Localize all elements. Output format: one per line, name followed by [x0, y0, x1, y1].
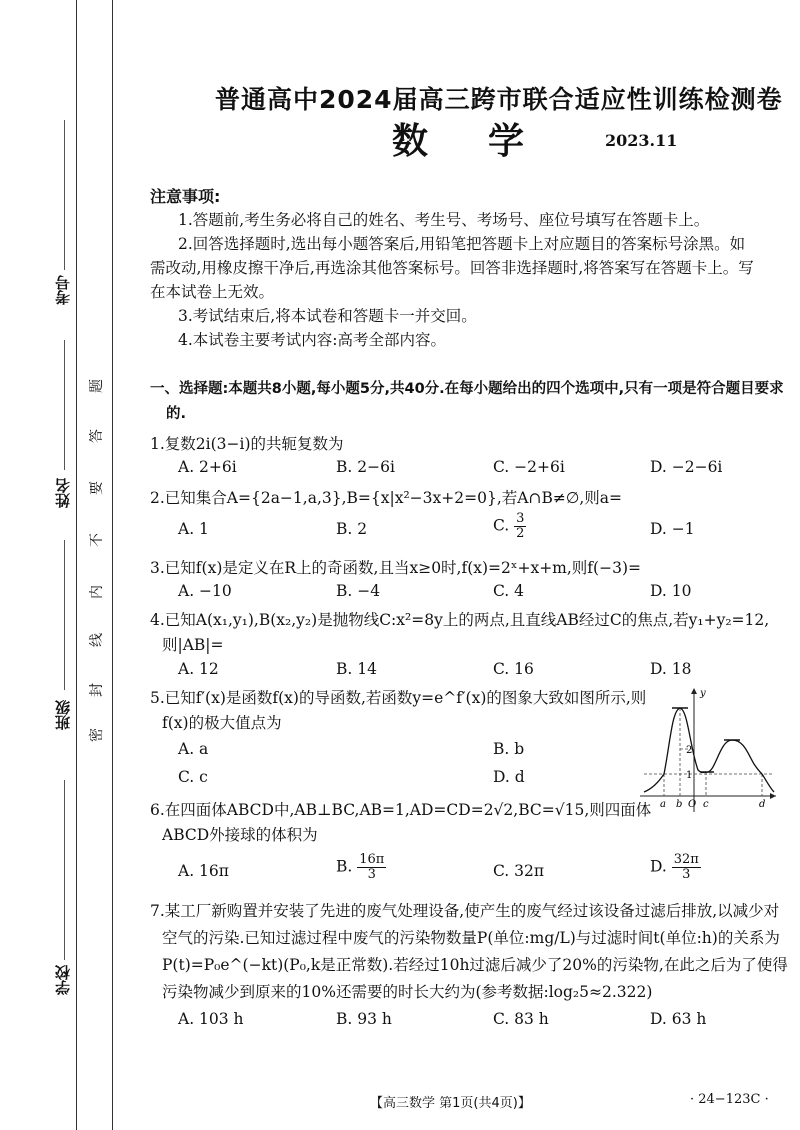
- question-2-stem: 2.已知集合A={2a−1,a,3},B={x|x²−3x+2=0},若A∩B≠∅,则a=: [150, 489, 622, 507]
- q7-option-d: D. 63 h: [650, 1010, 707, 1028]
- question-6-stem: 6.在四面体ABCD中,AB⊥BC,AB=1,AD=CD=2√2,BC=√15,则四面体ABCD外接球的体积为: [150, 801, 652, 844]
- school-blank: [64, 780, 65, 960]
- q4-option-c: C. 16: [493, 660, 534, 678]
- q7-option-b: B. 93 h: [336, 1010, 392, 1028]
- notice-item-3: 3.考试结束后,将本试卷和答题卡一并交回。: [178, 307, 477, 325]
- question-7-stem: 7.某工厂新购置并安装了先进的废气处理设备,使产生的废气经过该设备过滤后排放,以减少对空气的污染.已知过滤过程中废气的污染物数量P(单位:mg/L)与过滤时间t(单位:h)的关系为P(t)=P₀e^(−kt)(P₀,k是正常数).若经过10h过滤后减少了20%的污染物,在此之后为了使得污染物减少到原来的10%还需要的时长大约为(参考数据:log₂5≈2.322): [150, 902, 788, 1001]
- fraction-numerator: 16π: [359, 852, 385, 867]
- q2-option-c: [493, 512, 526, 541]
- seal-char: 内: [89, 585, 105, 599]
- q2-option-a: A. 1: [178, 520, 209, 538]
- name-label: 姓名: [54, 478, 72, 508]
- section-heading: 一、选择题:本题共8小题,每小题5分,共40分.在每小题给出的四个选项中,只有一项是符合题目要求的.: [150, 381, 784, 422]
- fraction-denominator: 3: [367, 867, 376, 882]
- graph-x-label-a: a: [660, 799, 666, 810]
- fraction-denominator: 2: [516, 526, 525, 541]
- graph-curve: [644, 708, 774, 792]
- graph-y-arrow: [691, 688, 697, 694]
- q1-option-b: B. 2−6i: [336, 458, 395, 476]
- graph-x-label-d: d: [759, 799, 766, 810]
- class-blank: [64, 540, 65, 690]
- fraction-numerator: 32π: [673, 852, 699, 867]
- q6-option-c: C. 32π: [493, 862, 545, 880]
- graph-tick-1: 1: [686, 770, 693, 781]
- q6-option-d-fraction: [672, 853, 701, 882]
- graph-x-label-c: c: [703, 799, 709, 810]
- notice-item-2: 2.回答选择题时,选出每小题答案后,用铅笔把答题卡上对应题目的答案标号涂黑。如需改动,用橡皮擦干净后,再选涂其他答案标号。回答非选择题时,将答案写在答题卡上。写在本试卷上无效。: [150, 235, 754, 301]
- question-4-stem: 4.已知A(x₁,y₁),B(x₂,y₂)是抛物线C:x²=8y上的两点,且直线AB经过C的焦点,若y₁+y₂=12,则|AB|=: [150, 611, 770, 654]
- q1-option-c: C. −2+6i: [493, 458, 565, 476]
- q7-option-a: A. 103 h: [178, 1010, 244, 1028]
- q6-option-b-fraction: [357, 853, 386, 882]
- fraction-denominator: 3: [682, 867, 691, 882]
- q6-option-d-label: D.: [650, 857, 667, 876]
- seal-char: 题: [89, 379, 105, 393]
- q2-option-c-label: C.: [493, 516, 510, 535]
- exam-title: 普通高中2024届高三跨市联合适应性训练检测卷: [215, 85, 783, 114]
- q3-option-c: C. 4: [493, 582, 525, 600]
- graph-tick-2: 2: [686, 745, 693, 756]
- binding-line-outer: [76, 0, 77, 1130]
- graph-x-arrow: [770, 793, 776, 799]
- seal-char: 密: [89, 728, 105, 742]
- exam-no-blank: [64, 120, 65, 270]
- q2-option-d: D. −1: [650, 520, 695, 538]
- exam-no-label: 考号: [54, 275, 72, 305]
- paper-code: · 24−123C ·: [690, 1092, 769, 1107]
- seal-char: 线: [89, 633, 105, 647]
- question-1-stem: 1.复数2i(3−i)的共轭复数为: [150, 435, 344, 453]
- exam-date: 2023.11: [605, 131, 678, 150]
- notice-heading: 注意事项:: [150, 187, 221, 206]
- q5-option-b: B. b: [493, 740, 525, 758]
- q6-option-b-label: B.: [336, 857, 353, 876]
- q5-function-graph: [640, 684, 780, 812]
- q3-option-a: A. −10: [178, 582, 232, 600]
- seal-char: 要: [89, 481, 105, 495]
- q2-option-c-fraction: [514, 512, 526, 541]
- seal-char: 封: [89, 683, 105, 697]
- question-5-stem: 5.已知f′(x)是函数f(x)的导函数,若函数y=e^f′(x)的图象大致如图所示,则f(x)的极大值点为: [150, 689, 647, 732]
- q7-option-c: C. 83 h: [493, 1010, 549, 1028]
- notice-item-4: 4.本试卷主要考试内容:高考全部内容。: [178, 331, 447, 349]
- graph-y-label: y: [700, 688, 706, 699]
- class-label: 班级: [54, 700, 72, 730]
- seal-char: 答: [89, 429, 105, 443]
- q5-option-d: D. d: [493, 768, 525, 786]
- q3-option-d: D. 10: [650, 582, 692, 600]
- q6-option-d: [650, 853, 701, 882]
- binding-line-inner: [112, 0, 113, 1130]
- seal-char: 不: [89, 533, 105, 547]
- q1-option-a: A. 2+6i: [178, 458, 237, 476]
- graph-origin-label: O: [688, 799, 697, 810]
- notice-item-1: 1.答题前,考生务必将自己的姓名、考生号、考场号、座位号填写在答题卡上。: [178, 211, 710, 229]
- q2-option-b: B. 2: [336, 520, 368, 538]
- q6-option-a: A. 16π: [178, 862, 229, 880]
- name-blank: [64, 340, 65, 470]
- graph-x-label-b: b: [676, 799, 683, 810]
- q4-option-a: A. 12: [178, 660, 219, 678]
- q5-option-c: C. c: [178, 768, 208, 786]
- q4-option-b: B. 14: [336, 660, 377, 678]
- page-footer: 【高三数学 第1页(共4页)】: [370, 1096, 531, 1111]
- q5-option-a: A. a: [178, 740, 209, 758]
- fraction-numerator: 3: [516, 511, 525, 526]
- subject-title: 数学: [392, 121, 585, 162]
- q4-option-d: D. 18: [650, 660, 692, 678]
- school-label: 学校: [54, 965, 72, 995]
- q3-option-b: B. −4: [336, 582, 381, 600]
- question-3-stem: 3.已知f(x)是定义在R上的奇函数,且当x≥0时,f(x)=2ˣ+x+m,则f(−3)=: [150, 559, 641, 577]
- q6-option-b: [336, 853, 386, 882]
- q1-option-d: D. −2−6i: [650, 458, 723, 476]
